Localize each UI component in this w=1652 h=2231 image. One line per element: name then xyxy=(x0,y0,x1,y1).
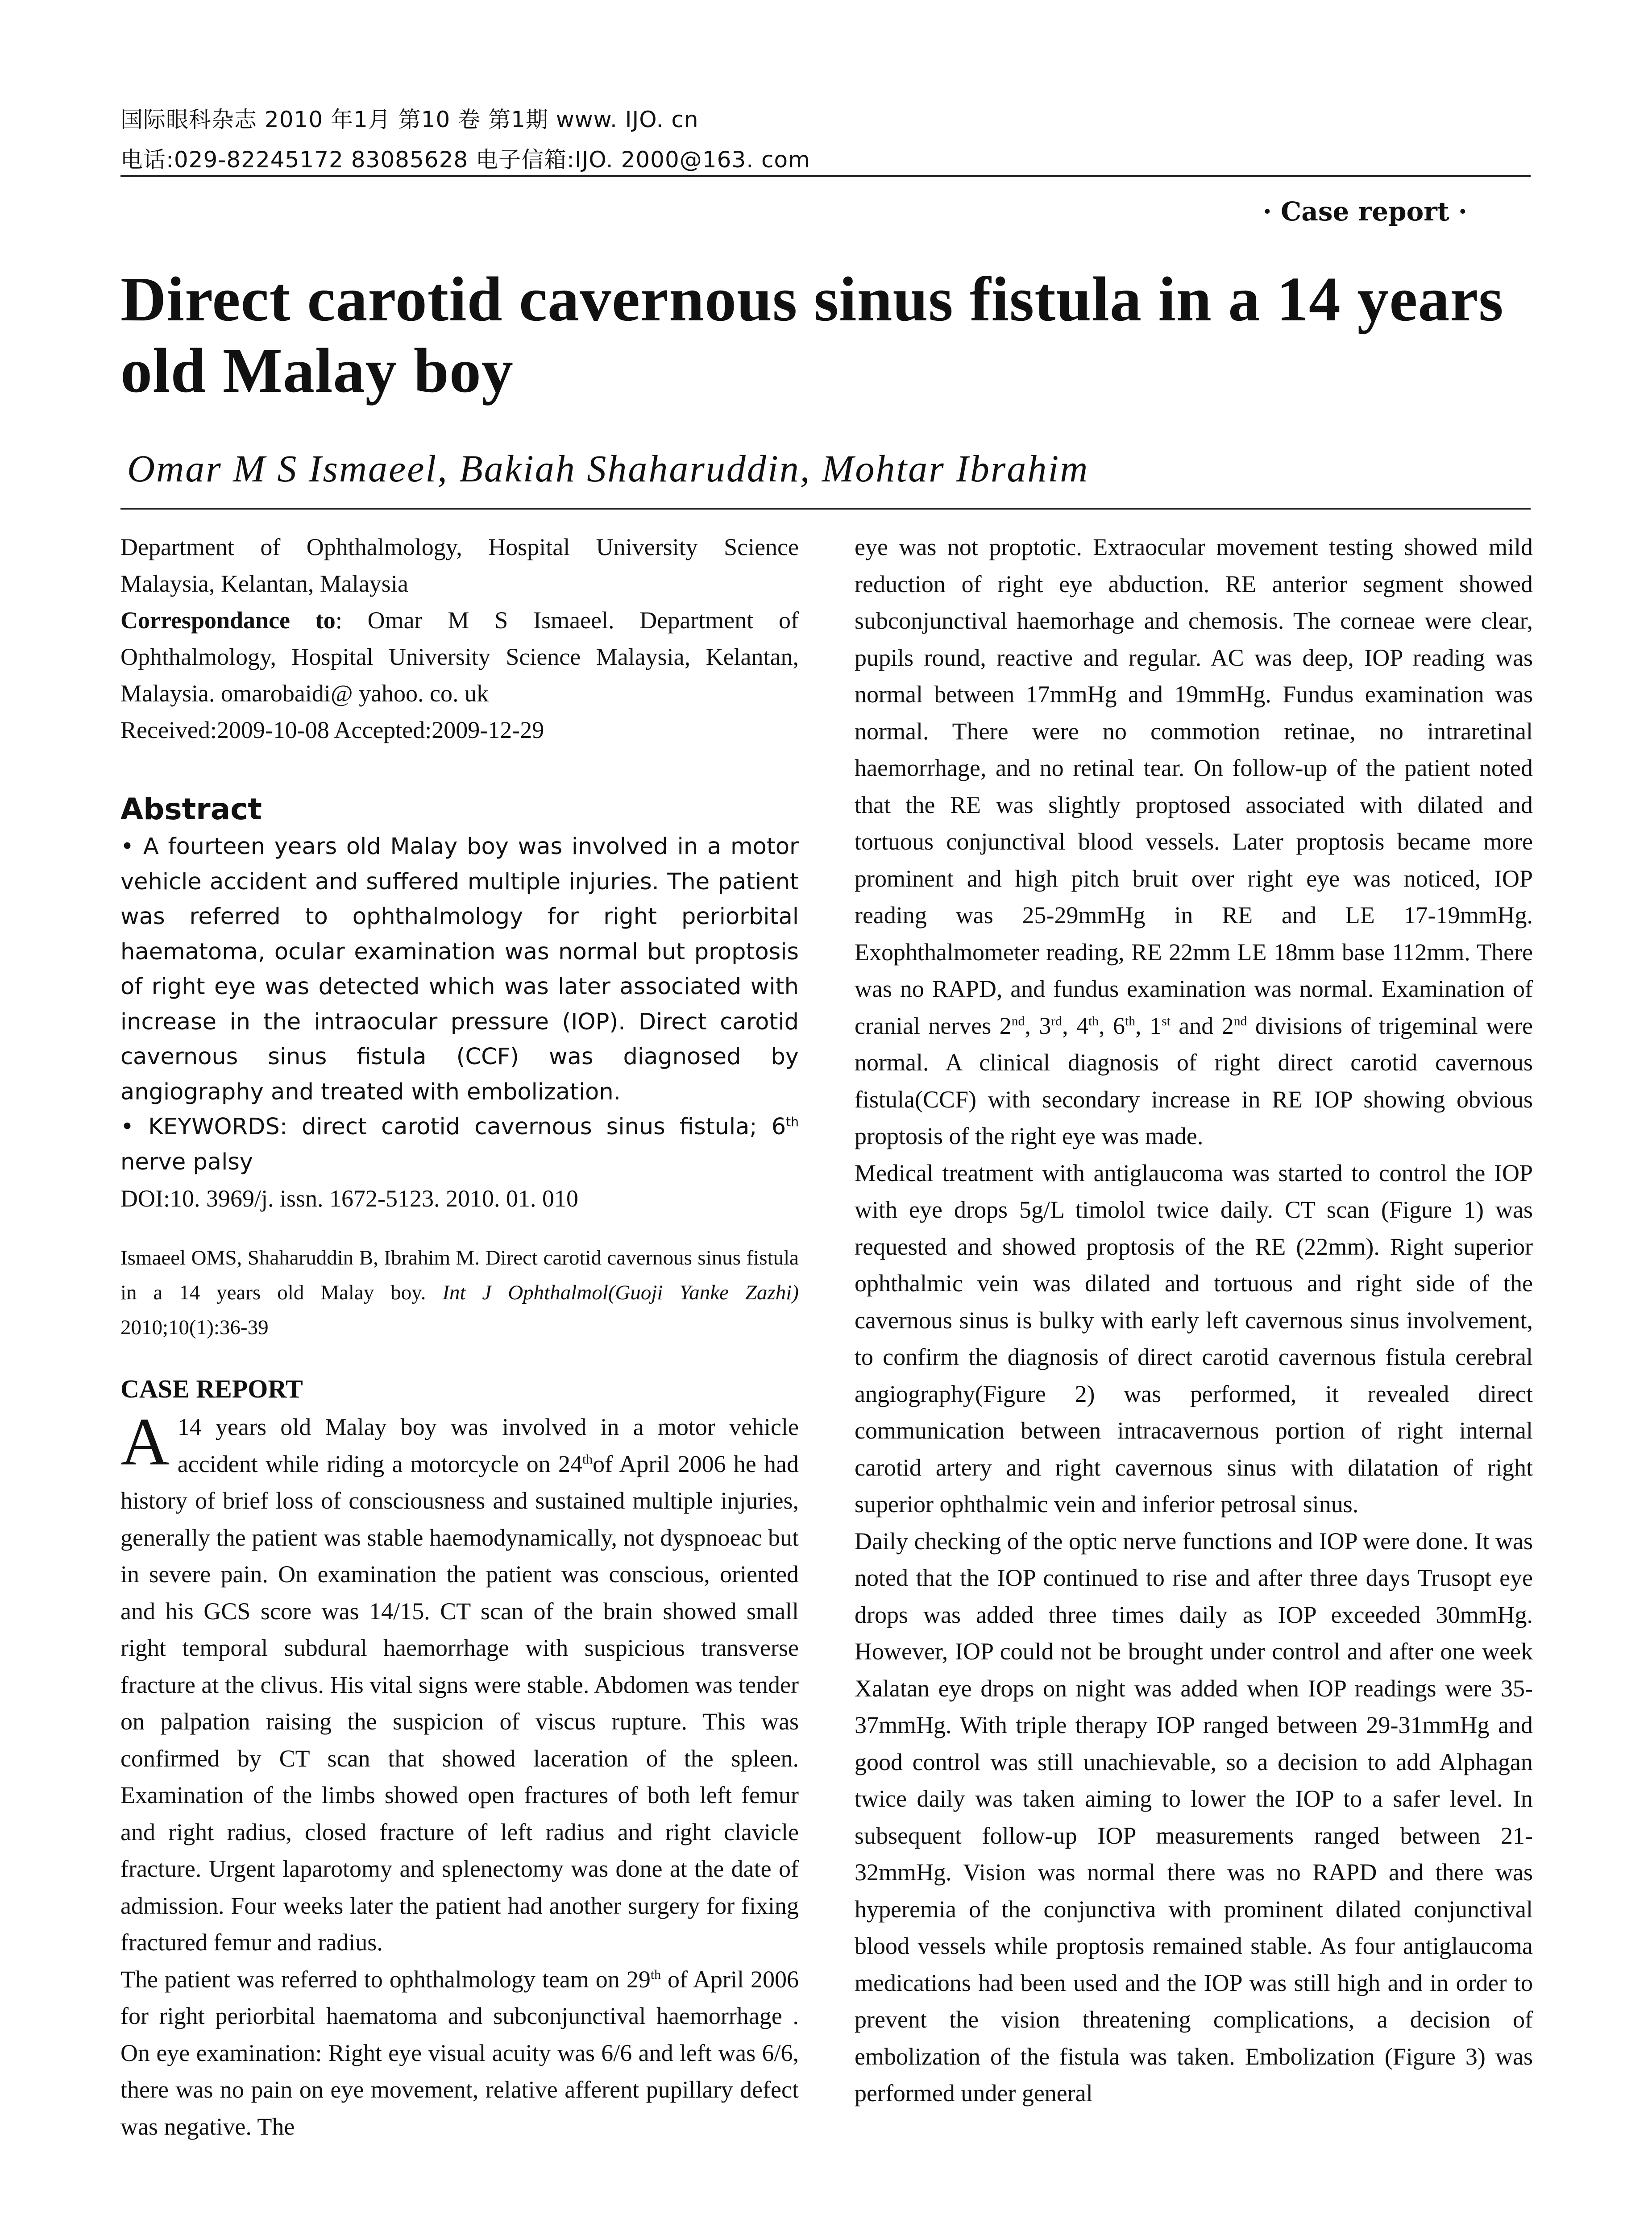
right-p1-g: divisions of trigeminal were normal. A clinical diagnosis of right direct carotid cavernous fistula(CCF) with secondary increase in RE IOP showing obvious proptosis of the right eye was made. xyxy=(855,1012,1533,1149)
author-list: Omar M S Ismaeel, Bakiah Shaharuddin, Mohtar Ibrahim xyxy=(127,447,1089,490)
left-column xyxy=(120,529,799,2145)
header-divider xyxy=(120,175,1531,177)
citation xyxy=(120,1240,799,1345)
abstract-heading: Abstract xyxy=(120,792,262,826)
right-p1-sup1: nd xyxy=(1011,1014,1025,1028)
right-paragraph-2: Medical treatment with antiglaucoma was started to control the IOP with eye drops 5g/L timolol twice daily. CT scan (Figure 1) was requested and showed proptosis of the RE (22mm). Right superior ophthalmic vein was dilated and tortuous and right side of the cavernous sinus is bulky with early left cavernous sinus involvement, to confirm the diagnosis of direct carotid cavernous fistula cerebral angiography(Figure 2) was performed, it revealed direct communication between intracavernous portion of right internal carotid artery and right cavernous sinus with dilatation of right superior ophthalmic vein and inferior petrosal sinus. xyxy=(855,1159,1533,1518)
correspondence xyxy=(120,602,799,712)
section-label: · Case report · xyxy=(1262,196,1467,227)
journal-header-line1: 国际眼科杂志 2010 年1月 第10 卷 第1期 www. IJO. cn xyxy=(120,107,699,133)
right-column xyxy=(855,529,1533,2112)
case-report-paragraph-1 xyxy=(120,1404,799,1961)
right-p1-d: , 6 xyxy=(1099,1012,1125,1039)
case-report-paragraph-2 xyxy=(120,1961,799,2145)
citation-journal: Int J Ophthalmol(Guoji Yanke Zazhi) xyxy=(442,1281,799,1304)
keywords-label: • KEYWORDS: xyxy=(120,1114,287,1140)
correspondence-text: : Omar M S Ismaeel. Department of Ophthalmology, Hospital University Science Malaysia, Kelantan, Malaysia. omarobaidi@ yahoo. co. uk xyxy=(120,607,799,707)
case-p2-b: of April 2006 for right periorbital haematoma and subconjunctival haemorrhage . On eye examination: Right eye visual acuity was 6/6 and left was 6/6, there was no pain on eye movement, relative afferent pupillary defect was negative. The xyxy=(120,1966,799,2140)
drop-cap: A xyxy=(120,1404,170,1479)
article-title: Direct carotid cavernous sinus fistula in a 14 years old Malay boy xyxy=(120,264,1504,406)
keywords xyxy=(120,1110,799,1180)
right-p1-a: eye was not proptotic. Extraocular movement testing showed mild reduction of right eye abduction. RE anterior segment showed subconjunctival haemorhage and chemosis. The corneae were clear, pupils round, reactive and regular. AC was deep, IOP reading was normal between 17mmHg and 19mmHg. Fundus examination was normal. There were no commotion retinae, no intraretinal haemorrhage, and no retinal tear. On follow-up of the patient noted that the RE was slightly proptosed associated with dilated and tortuous conjunctival blood vessels. Later proptosis became more prominent and high pitch bruit over right eye was noticed, IOP reading was 25-29mmHg in RE and LE 17-19mmHg. Exophthalmometer reading, RE 22mm LE 18mm base 112mm. There was no RAPD, and fundus examination was normal. Examination of cranial nerves 2 xyxy=(855,534,1533,1039)
right-p1-sup2: rd xyxy=(1051,1014,1063,1028)
abstract-text: • A fourteen years old Malay boy was involved in a motor vehicle accident and suffered multiple injuries. The patient was referred to ophthalmology for right periorbital haematoma, ocular examination was normal but proptosis of right eye was detected which was later associated with increase in the intraocular pressure (IOP). Direct carotid cavernous sinus fistula (CCF) was diagnosed by angiography and treated with embolization. xyxy=(120,834,799,1105)
keywords-text: direct carotid cavernous sinus fistula; 6 xyxy=(287,1114,786,1140)
right-p1-sup4: th xyxy=(1125,1014,1136,1028)
affiliation: Department of Ophthalmology, Hospital University Science Malaysia, Kelantan, Malaysia xyxy=(120,534,799,597)
right-p1-b: , 3 xyxy=(1025,1012,1051,1039)
right-p1-sup3: th xyxy=(1088,1014,1099,1028)
right-p1-c: , 4 xyxy=(1062,1012,1088,1039)
right-p1-sup6: nd xyxy=(1233,1014,1247,1028)
right-p1-sup5: st xyxy=(1162,1014,1171,1028)
doi: DOI:10. 3969/j. issn. 1672-5123. 2010. 01. 010 xyxy=(120,1185,578,1212)
correspondence-label: Correspondance to xyxy=(120,607,336,634)
authors-divider xyxy=(120,508,1531,510)
right-paragraph-1 xyxy=(855,529,1533,1155)
case-p1-b: of April 2006 he had history of brief loss of consciousness and sustained multiple injuries, generally the patient was stable haemodynamically, not dyspnoeac but in severe pain. On examination the patient was conscious, oriented and his GCS score was 14/15. CT scan of the brain showed small right temporal subdural haemorrhage with suspicious transverse fracture at the clivus. His vital signs were stable. Abdomen was tender on palpation raising the suspicion of viscus rupture. This was confirmed by CT scan that showed laceration of the spleen. Examination of the limbs showed open fractures of both left femur and right radius, closed fracture of left radius and right clavicle fracture. Urgent laparotomy and splenectomy was done at the date of admission. Four weeks later the patient had another surgery for fixing fractured femur and radius. xyxy=(120,1450,799,1956)
keywords-tail: nerve palsy xyxy=(120,1149,253,1175)
right-p1-e: , 1 xyxy=(1135,1012,1162,1039)
case-p2-a: The patient was referred to ophthalmology team on 29 xyxy=(120,1966,651,1993)
citation-tail: 2010;10(1):36-39 xyxy=(120,1316,269,1339)
case-p1-sup: th xyxy=(582,1452,593,1467)
case-report-heading: CASE REPORT xyxy=(120,1374,303,1403)
keywords-superscript: th xyxy=(786,1115,799,1129)
case-p2-sup: th xyxy=(650,1967,661,1982)
citation-text: Ismaeel OMS, Shaharuddin B, Ibrahim M. Direct carotid cavernous sinus fistula in a 14 years old Malay boy. xyxy=(120,1246,799,1304)
received-accepted-dates: Received:2009-10-08 Accepted:2009-12-29 xyxy=(120,717,544,743)
right-paragraph-3: Daily checking of the optic nerve functions and IOP were done. It was noted that the IOP continued to rise and after three days Trusopt eye drops was added three times daily as IOP exceeded 30mmHg. However, IOP could not be brought under control and after one week Xalatan eye drops on night was added when IOP readings were 35-37mmHg. With triple therapy IOP ranged between 29-31mmHg and good control was still unachievable, so a decision to add Alphagan twice daily was taken aiming to lower the IOP to a safer level. In subsequent follow-up IOP measurements ranged between 21-32mmHg. Vision was normal there was no RAPD and there was hyperemia of the conjunctiva with prominent dilated conjunctival blood vessels while proptosis remained stable. As four antiglaucoma medications had been used and the IOP was still high and in order to prevent the vision threatening complications, a decision of embolization of the fistula was taken. Embolization (Figure 3) was performed under general xyxy=(855,1527,1533,2107)
journal-header-line2: 电话:029-82245172 83085628 电子信箱:IJO. 2000@163. com xyxy=(120,147,810,173)
case-p1-a: 14 years old Malay boy was involved in a motor vehicle accident while riding a motorcycle on 24 xyxy=(177,1414,799,1477)
right-p1-f: and 2 xyxy=(1170,1012,1234,1039)
